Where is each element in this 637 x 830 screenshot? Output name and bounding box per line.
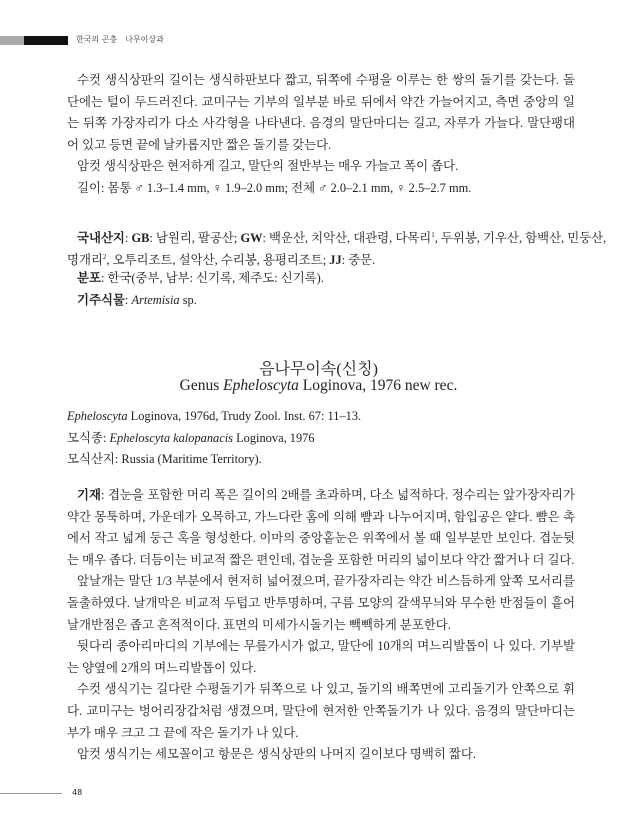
page-number: 48 <box>72 788 83 797</box>
label: 국내산지 <box>77 231 125 246</box>
header-bar-black <box>24 36 68 45</box>
gb-localities: : 남원리, 팔공산; <box>149 231 241 246</box>
text-line: 암컷 생식상판은 현저하게 길고, 말단의 절반부는 매우 가늘고 폭이 좁다. <box>77 159 459 174</box>
host-plant: 기주식물: Artemisia sp. <box>77 292 197 307</box>
text-line: 에서 작고 넓게 둥근 혹을 형성한다. 이마의 중앙홑눈은 위쪽에서 볼 때 일부분만 보인다. 겹눈뒷 <box>67 531 575 546</box>
text-line: 약간 몽툭하며, 가운데가 오목하고, 가느다란 홈에 의해 뺨과 나누어지며, 함입공은 얕다. 뺨은 촉 <box>67 509 575 524</box>
text-line: 기재: 겹눈을 포함한 머리 폭은 길이의 2배를 초과하며, 다소 넓적하다. 정수리는 앞가장자리가 <box>77 488 575 502</box>
text-line: 수컷 생식상판의 길이는 생식하판보다 짧고, 뒤쪽에 수평을 이루는 한 쌍의 돌기를 갖는다. 돌 <box>77 73 575 87</box>
book-title: 한국의 곤충 <box>76 35 118 44</box>
text-line: 는 매우 좁다. 더듬이는 비교적 짧은 편인데, 겹눈을 포함한 머리의 넓이보다 약간 짧거나 더 길다. <box>67 552 575 567</box>
distribution-section <box>67 225 607 311</box>
type-locality: 모식산지: Russia (Maritime Territory). <box>67 452 262 467</box>
measurements: 길이: 몸통 ♂ 1.3–1.4 mm, ♀ 1.9–2.0 mm; 전체 ♂ 2.0–2.1 mm, ♀ 2.5–2.7 mm. <box>77 180 472 195</box>
text-line: 는 양옆에 2개의 며느리발톱이 있다. <box>67 660 257 675</box>
text-line: 돌출하였다. 날개막은 비교적 두텁고 반투명하며, 구름 모양의 갈색무늬와 무수한 반점들이 흩어 <box>67 595 575 610</box>
footer-rule <box>0 793 62 794</box>
genus-references <box>67 406 575 471</box>
text-line: 암컷 생식기는 세모꼴이고 항문은 생식상판의 나머지 길이보다 명백히 짧다. <box>77 747 476 762</box>
genus-title-korean: 음나무이속(신칭) <box>259 361 378 378</box>
type-species: 모식종: Epheloscyta kalopanacis Loginova, 1976 <box>67 430 315 445</box>
text-line: 뒷다리 종아리마디의 기부에는 무릎가시가 없고, 말단에 10개의 며느리발톱이 나 있다. 기부발 <box>77 639 575 654</box>
male-female-paragraph <box>67 70 575 200</box>
running-header <box>0 36 637 45</box>
text-line: 명개리$^2$, 오투리조트, 설악산, 수리봉, 용평리조트; JJ: 중문. <box>67 252 376 267</box>
range: 분포: 한국(중부, 남부: 신기록, 제주도: 신기록). <box>77 271 324 286</box>
text-line: 단에는 털이 두드러진다. 교미구는 기부의 일부분 바로 뒤에서 약간 가늘어지고, 측면 중앙의 일 <box>67 94 575 109</box>
text-line: 수컷 생식기는 길다란 수평돌기가 뒤쪽으로 나 있고, 돌기의 배쪽면에 고리돌기가 안쪽으로 휘 <box>77 682 575 697</box>
text-line: 어 있고 등면 끝에 날카롭지만 짧은 돌기를 갖는다. <box>67 137 332 152</box>
header-text <box>76 34 172 45</box>
text-line: 부가 매우 크고 그 끝에 작은 돌기가 나 있다. <box>67 725 299 740</box>
text-line: 다. 교미구는 벙어리장갑처럼 생겼으며, 말단에 현저한 안쪽돌기가 나 있다. 음경의 말단마디는 <box>67 703 575 718</box>
text-line: 앞날개는 말단 1/3 부분에서 현저히 넓어졌으며, 끝가장자리는 약간 비스듬하게 앞쪽 모서리를 <box>77 574 575 589</box>
domestic-localities: 국내산지: GB: 남원리, 팔공산; GW: 백운산, 치악산, 대관령, 다목리$^1$, 두위봉, 기우산, 함백산, 민둥산, <box>77 231 607 246</box>
chapter-title: 나무이상과 <box>125 35 164 44</box>
text-line: 날개반점은 좁고 흔적적이다. 표면의 미세가시돌기는 빽빽하게 분포한다. <box>67 617 451 632</box>
text-line: 는 뒤쪽 가장자리가 다소 사각형을 나타낸다. 음경의 말단마디는 길고, 자루가 가늘다. 말단팽대 <box>67 116 575 131</box>
reference: Epheloscyta Loginova, 1976d, Trudy Zool. Inst. 67: 11–13. <box>67 409 362 423</box>
genus-title-latin: Genus Epheloscyta Loginova, 1976 new rec. <box>179 377 458 394</box>
header-bar-gray <box>0 36 24 45</box>
description-section <box>67 485 575 766</box>
